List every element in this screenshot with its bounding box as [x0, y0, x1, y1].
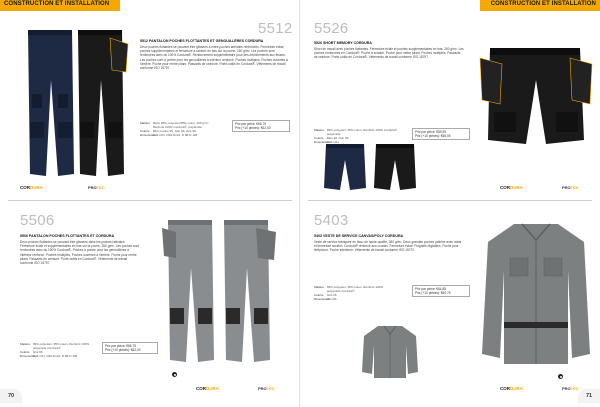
spec-row: Coloris Bleu 96, Noir 99	[314, 136, 349, 140]
price-box-5403	[412, 285, 470, 297]
spec-row: polyamide	[326, 132, 341, 136]
price-box-5506	[102, 342, 158, 354]
jacket-image-5403-large	[480, 218, 592, 368]
spec-row: Coloris Gris 96	[314, 293, 337, 297]
product-description-5506: Deux poches flottantes se pouvant être glissées dans les poches latérales. Fermeture éclair et supplémentaires en bas sur la poche. 260 g/m². Les poches sont renforcées avec du 100% Cordura®. Poches à portée pour les genouillères à intérieur renforcé. Poches multiples. Poches ouvertes à l'arrière. Poche pour mètre pliant. Passants de ceinture. Porte-outils en Cordura®. Vêtements de travail conforme ISO 15797.	[20, 240, 140, 266]
section-divider-right	[308, 200, 592, 201]
ce-icon	[558, 374, 563, 379]
spec-row: Matière 65% polyester, 35% coton, Renforts 100%	[20, 342, 90, 346]
jacket-image-5403-small	[360, 322, 420, 380]
spec-row: Dimensions C44-C64	[314, 140, 339, 144]
protec-logo-5526: PROTEC	[562, 185, 579, 190]
product-specs-5403	[314, 285, 410, 303]
shorts-black-small	[374, 144, 416, 190]
price-line: Prix (+10 pièces): €62,00	[105, 348, 141, 352]
price-line: Prix par pièce: €66,75	[235, 122, 267, 126]
header-label-right: CONSTRUCTION ET INSTALLATION	[490, 1, 596, 7]
shorts-image-5526-main	[480, 40, 592, 150]
pants-image-5512	[20, 24, 130, 184]
cordura-logo-5506: CORDURA	[196, 386, 219, 391]
shorts-image-5526-front	[320, 140, 430, 192]
model-number-5512: 5512	[258, 20, 293, 37]
cordura-logo-5526: CORDURA	[500, 185, 523, 190]
product-specs-5506	[20, 342, 98, 360]
shorts-black-large	[480, 48, 592, 144]
product-specs-5512	[140, 121, 228, 141]
pants-grey-front	[162, 220, 214, 362]
price-line: Prix (+10 pièces): €56,05	[415, 134, 451, 138]
spec-row: polyamide Cordura®	[32, 346, 61, 350]
model-number-5526: 5526	[314, 20, 349, 37]
spec-row: Dimensions C44-C64, D96-D124, D 88-D 128	[140, 133, 198, 137]
product-title-5506: 5506 PANTALON POCHES FLOTTANTES ET CORDURA	[20, 234, 115, 238]
pants-image-5506	[160, 214, 280, 372]
pants-black	[78, 30, 128, 176]
section-divider-left	[8, 200, 292, 201]
price-box-5512	[232, 120, 290, 132]
product-title-5512: 5512 PANTALON POCHES FLOTTANTES ET GENOUILLÈRES CORDURA	[140, 39, 264, 43]
pants-navy	[28, 30, 74, 176]
model-number-5506: 5506	[20, 212, 55, 229]
price-line: Prix par pièce: €64,85	[415, 287, 447, 291]
spec-row: polyamide Cordura®	[326, 289, 355, 293]
pants-grey-back	[224, 220, 276, 362]
product-description-5512: Deux poches flottantes se pouvant être glissées à entre-poches latérales renforcées. Fermeture éclair, poches supplémentaires et fermeture à scratch en bas sur la poche. 260 g/m². Les poches sont renforcées avec du 100% Cordura®. Renforcement supplémentaire pour des déchirements aux fesses. Les poches sont à portée pour les genouillères à intérieur renforcé. Poches multiples. Poches ouvertes à l'arrière. Poche pour mètre pliant. Passants de ceinture. Porte-outils en Cordura®. Vêtements de travail conforme ISO 15797.	[140, 45, 288, 71]
product-description-5526: Short de travail avec poches flottantes. Fermeture éclair et poches supplémentaires en bas. 260 g/m². Les poches renforcées en Cordura®. Poche à scratch. Poche pour mètre pliant. Poches multiples. Passants de ceinture. Porte-outils en Cordura®. Vêtements de travail conforme ISO 15797.	[314, 47, 464, 60]
price-line: Prix (+10 pièces): €60,75	[415, 291, 451, 295]
page-number-left: 70	[0, 389, 22, 403]
price-box-5526	[412, 128, 470, 140]
spec-row: Renforts 100% Cordura®, polyamide	[152, 125, 202, 129]
product-title-5403: 5403 VESTE DE SERVICE CANVAS/POLY CORDURA	[314, 234, 404, 238]
spec-row: Coloris Gris 96	[20, 350, 43, 354]
header-label-left: CONSTRUCTION ET INSTALLATION	[4, 1, 110, 7]
spec-row: Matière 65% polyester, 35% coton, Renforts 100% Cordura®	[314, 128, 397, 132]
ce-icon	[172, 372, 177, 377]
price-line: Prix par pièce: €66,75	[105, 344, 137, 348]
price-line: Prix par pièce: €59,95	[415, 130, 447, 134]
spec-row: Dimensions XS-4XL	[314, 297, 338, 301]
model-number-5403: 5403	[314, 212, 349, 229]
spec-row: Matière Mixte 65% polyester/35% coton, 260 g/m²	[140, 121, 209, 125]
right-page	[300, 0, 600, 407]
protec-logo-5403: PROTEC	[562, 386, 579, 391]
spec-row: Dimensions C44-C64, D96-D124, D 88-D 128	[20, 354, 78, 358]
cordura-logo-5512: CORDURA	[20, 185, 43, 190]
page-number-right: 71	[578, 389, 600, 403]
shorts-navy	[324, 144, 366, 190]
product-description-5403: Veste de service fabriquée en tissu de haute qualité. 280 g/m². Deux grandes poches poitrine avec rabat et fermeture scratch. Cordura® renforcé aux coudes. Fermeture éclair. Poignets réglables. Poche pour téléphone. Poche intérieure. Vêtements de travail conforme ISO 15797.	[314, 240, 462, 253]
protec-logo-5512: PROTEC	[88, 185, 105, 190]
protec-logo-5506: PROTEC	[258, 386, 275, 391]
spec-row: Matière 65% polyester, 35% coton, Renforts 100%	[314, 285, 384, 289]
cordura-logo-5403: CORDURA	[500, 386, 523, 391]
price-line: Prix (+10 pièces): €62,00	[235, 126, 271, 130]
product-title-5526: 5526 SHORT MEMORY CORDURA	[314, 41, 372, 45]
spec-row: Coloris Bleu marine 99, Noir 99, Gris 99	[140, 129, 196, 133]
